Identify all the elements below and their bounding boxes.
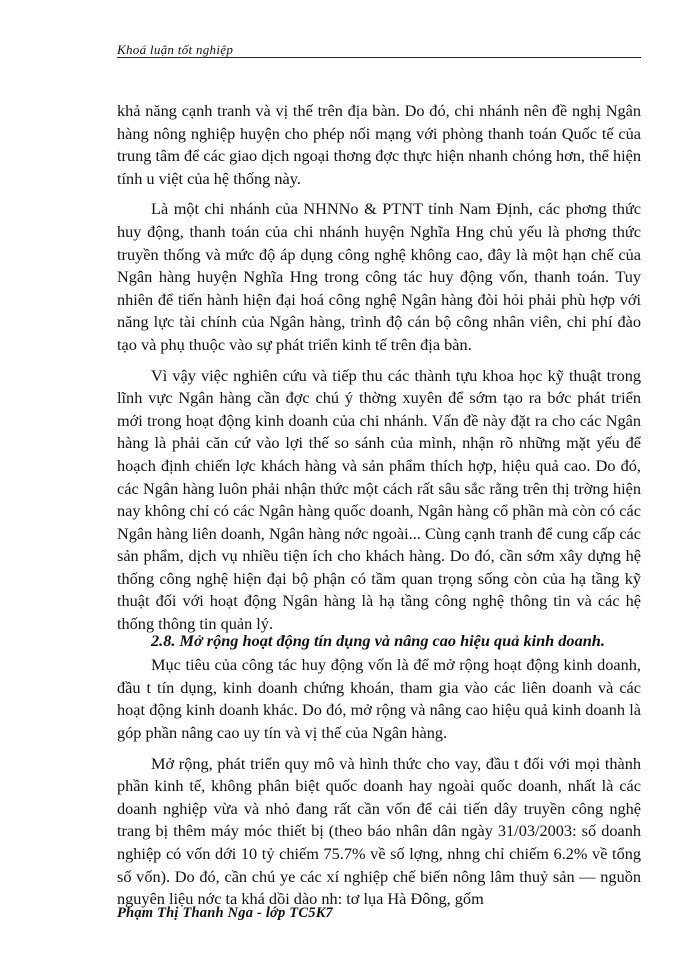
document-header: Khoá luận tốt nghiệp: [117, 42, 234, 57]
section-heading: 2.8. Mở rộng hoạt động tín dụng và nâng cao hiệu quả kinh doanh.: [151, 630, 605, 650]
document-footer: Phạm Thị Thanh Nga - lớp TC5K7: [117, 905, 334, 921]
paragraph-2: Là một chi nhánh của NHNNo & PTNT tỉnh Nam Định, các phơng thức huy động, thanh toán của chi nhánh huyện Nghĩa Hng chủ yếu là phơng thức truyền thống và mức độ áp dụng công nghệ không cao, đây là một hạn chế của Ngân hàng huyện Nghĩa Hng trong công tác huy động vốn, thanh toán. Tuy nhiên để tiến hành hiện đại hoá công nghệ Ngân hàng đòi hỏi phải phù hợp với năng lực tài chính của Ngân hàng, trình độ cán bộ công nhân viên, chi phí đào tạo và phụ thuộc vào sự phát triển kinh tế trên địa bàn.: [117, 199, 641, 354]
paragraph-4: Mục tiêu của công tác huy động vốn là để mở rộng hoạt động kinh doanh, đầu t tín dụng, kinh doanh chứng khoán, tham gia vào các liên doanh và các hoạt động kinh doanh khác. Do đó, mở rộng và nâng cao hiệu quả kinh doanh là góp phần nâng cao uy tín và vị thế của Ngân hàng.: [117, 655, 641, 743]
paragraph-1: khả năng cạnh tranh và vị thế trên địa bàn. Do đó, chi nhánh nên đề nghị Ngân hàng nông nghiệp huyện cho phép nối mạng với phòng thanh toán Quốc tế của trung tâm để các giao dịch ngoại thơng đợc thực hiện nhanh chóng hơn, thể hiện tính u việt của hệ thống này.: [117, 101, 641, 188]
paragraph-5: Mở rộng, phát triển quy mô và hình thức cho vay, đầu t đối với mọi thành phần kinh tế, không phân biệt quốc doanh hay ngoài quốc doanh, nhất là các doanh nghiệp vừa và nhỏ đang rất cần vốn để cải tiến dây truyền công nghệ trang bị thêm máy móc thiết bị (theo báo nhân dân ngày 31/03/2003: số doanh nghiệp có vốn dới 10 tỷ chiếm 75.7% về số lợng, nhng chỉ chiếm 6.2% về tổng số vốn). Do đó, cần chú ye các xí nghiệp chế biến nông lâm thuỷ sản — nguồn nguyên liệu nớc ta khá dồi dào nh: tơ lụa Hà Đông, gốm: [117, 753, 641, 909]
header-divider: [117, 57, 641, 58]
document-body: [117, 100, 641, 911]
paragraph-3: Vì vậy việc nghiên cứu và tiếp thu các thành tựu khoa học kỹ thuật trong lĩnh vực Ngân hàng cần đợc chú ý thờng xuyên để sớm tạo ra bớc phát triển mới trong hoạt động kinh doanh của chi nhánh. Vấn đề này đặt ra cho các Ngân hàng là phải căn cứ vào lợi thế so sánh của mình, nhận rõ những mặt yếu để hoạch định chiến lợc khách hàng và sản phẩm thích hợp, hiệu quả cao. Do đó, các Ngân hàng luôn phải nhận thức một cách rất sâu sắc rằng trên thị trờng hiện nay không chỉ có các Ngân hàng quốc doanh, Ngân hàng cổ phần mà còn có các Ngân hàng liên doanh, Ngân hàng nớc ngoài... Cùng cạnh tranh để cung cấp các sản phẩm, dịch vụ nhiều tiện ích cho khách hàng. Do đó, cần sớm xây dựng hệ thống công nghệ hiện đại bộ phận có tầm quan trọng sống còn của hạ tầng kỹ thuật đối với hoạt động Ngân hàng là hạ tầng công nghệ thông tin và các hệ thống thông tin quản lý.: [117, 365, 641, 634]
